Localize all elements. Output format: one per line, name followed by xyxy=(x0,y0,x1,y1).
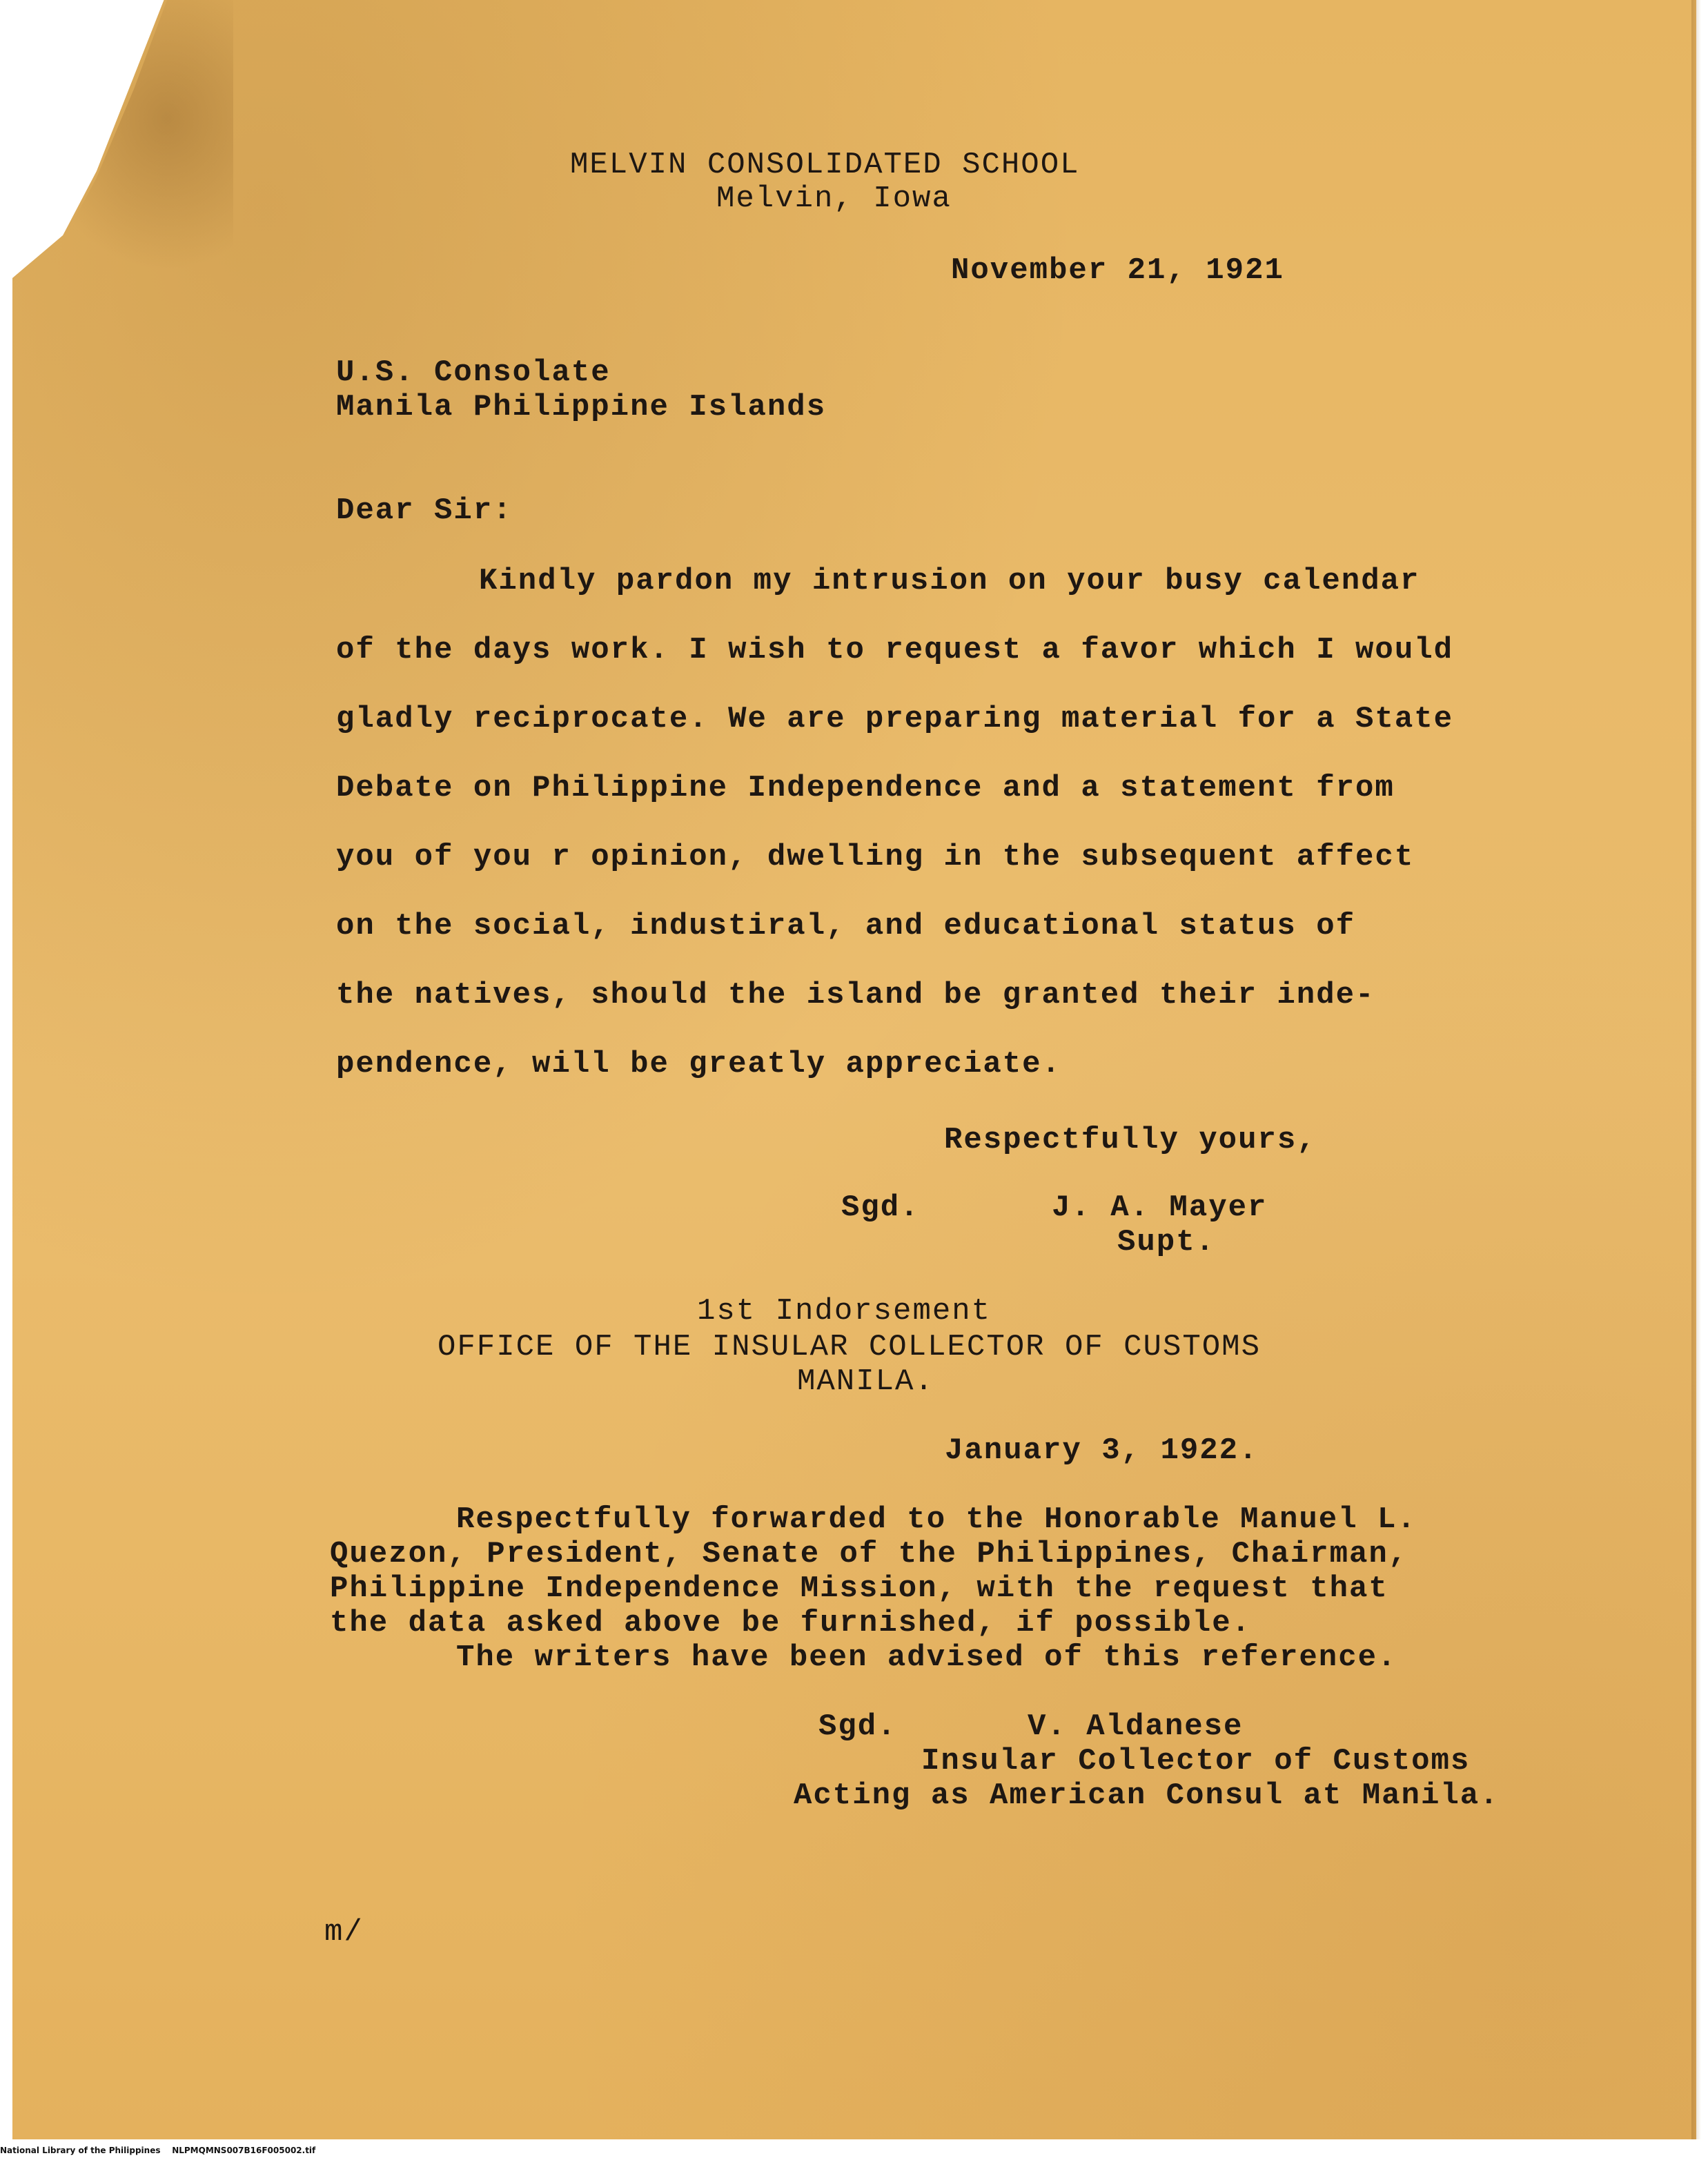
letter-body-line: the natives, should the island be granted their inde- xyxy=(336,978,1375,1012)
indorsement-signature-sgd: Sgd. xyxy=(818,1709,897,1744)
indorsement-body-line: Respectfully forwarded to the Honorable Manuel L. xyxy=(456,1502,1417,1537)
indorsement-signature-title-1: Insular Collector of Customs xyxy=(921,1744,1471,1778)
indorsement-heading: 1st Indorsement xyxy=(697,1294,992,1328)
closing: Respectfully yours, xyxy=(944,1123,1317,1157)
indorsement-office: OFFICE OF THE INSULAR COLLECTOR OF CUSTOMS xyxy=(438,1330,1261,1364)
letter-date: November 21, 1921 xyxy=(951,253,1284,288)
letter-body-line: on the social, industiral, and educational status of xyxy=(336,909,1356,943)
indorsement-date: January 3, 1922. xyxy=(945,1433,1259,1468)
letter-body-line: Debate on Philippine Independence and a statement from xyxy=(336,771,1395,805)
letter-body-line: you of you r opinion, dwelling in the subsequent affect xyxy=(336,840,1415,874)
letterhead-school: MELVIN CONSOLIDATED SCHOOL xyxy=(570,148,1080,182)
recipient-line-2: Manila Philippine Islands xyxy=(336,390,827,424)
typist-initials: m/ xyxy=(324,1915,364,1950)
letterhead-location: Melvin, Iowa xyxy=(716,182,952,216)
signature-sgd: Sgd. xyxy=(841,1190,920,1225)
indorsement-body-line: Quezon, President, Senate of the Philippines, Chairman, xyxy=(330,1537,1408,1571)
indorsement-body-line: Philippine Independence Mission, with the request that xyxy=(330,1571,1388,1606)
signature-name: J. A. Mayer xyxy=(1052,1190,1268,1225)
indorsement-body-line: The writers have been advised of this reference. xyxy=(456,1640,1397,1675)
signature-title: Supt. xyxy=(1117,1225,1216,1259)
letter-body-line: gladly reciprocate. We are preparing material for a State xyxy=(336,702,1454,736)
letter-body-line: Kindly pardon my intrusion on your busy calendar xyxy=(479,564,1420,598)
letter-body-line: of the days work. I wish to request a favor which I would xyxy=(336,633,1454,667)
indorsement-signature-name: V. Aldanese xyxy=(1028,1709,1244,1744)
indorsement-city: MANILA. xyxy=(797,1364,934,1399)
letter-body-line: pendence, will be greatly appreciate. xyxy=(336,1047,1061,1081)
recipient-line-1: U.S. Consolate xyxy=(336,355,611,390)
indorsement-body-line: the data asked above be furnished, if possible. xyxy=(330,1606,1252,1640)
salutation: Dear Sir: xyxy=(336,493,513,528)
archive-caption: National Library of the Philippines NLPMQMNS007B16F005002.tif xyxy=(0,2146,316,2155)
indorsement-signature-title-2: Acting as American Consul at Manila. xyxy=(794,1778,1500,1813)
paper-edge-shadow xyxy=(1691,0,1701,2139)
